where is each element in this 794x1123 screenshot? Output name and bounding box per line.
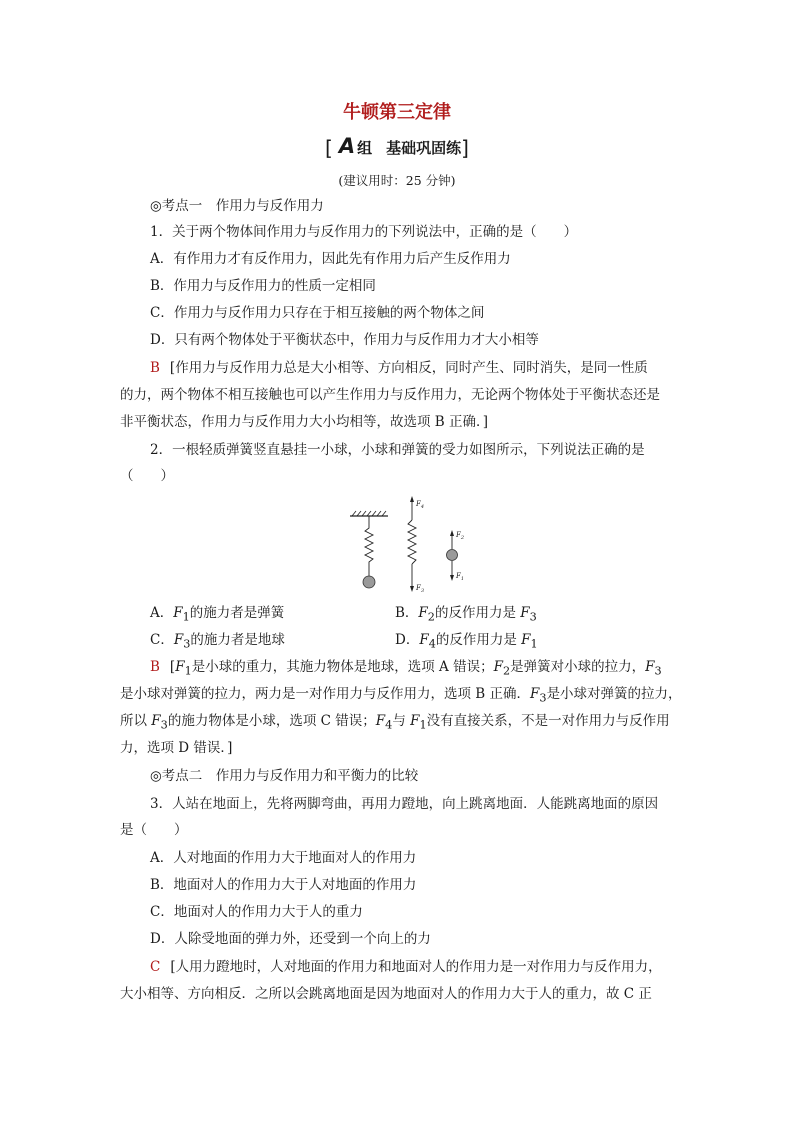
label-F2: $F_2$ bbox=[456, 531, 465, 541]
q2-stem-line-1: 2．一根轻质弹簧竖直悬挂一小球，小球和弹簧的受力如图所示，下列说法正确的是 bbox=[150, 442, 645, 458]
q1-stem: 1．关于两个物体间作用力与反作用力的下列说法中，正确的是（ ） bbox=[150, 224, 578, 240]
q1-option-b: B．作用力与反作用力的性质一定相同 bbox=[150, 278, 376, 294]
q2-explanation-line-4: 力，选项 D 错误．] bbox=[120, 740, 233, 756]
q3-answer: C bbox=[150, 959, 161, 975]
q2-stem-line-2: （ ） bbox=[120, 468, 174, 484]
isolated-ball bbox=[447, 550, 458, 561]
q2-explanation-line-1: B [$F_1$是小球的重力，其施力物体是地球，选项 A 错误；$F_2$是弹簧对小球的拉力，$F_3$ bbox=[150, 659, 662, 678]
group-word: 组 bbox=[357, 139, 373, 157]
group-heading: [ A 组 基础巩固练] bbox=[325, 134, 469, 160]
q2-option-c: C．$F_3$的施力者是地球 bbox=[150, 632, 285, 651]
q2-options-row-2 bbox=[150, 630, 680, 655]
q3-option-b: B．地面对人的作用力大于人对地面的作用力 bbox=[150, 877, 417, 893]
q2-option-b: B．$F_2$的反作用力是 $F_3$ bbox=[395, 605, 537, 624]
time-hint: (建议用时：25 分钟) bbox=[338, 173, 456, 188]
q1-explanation-line-2: 的力，两个物体不相互接触也可以产生作用力与反作用力，无论两个物体处于平衡状态还是 bbox=[120, 387, 660, 403]
label-F1: $F_1$ bbox=[456, 572, 465, 582]
q3-stem-line-1: 3．人站在地面上，先将两脚弯曲，再用力蹬地，向上跳离地面．人能跳离地面的原因 bbox=[150, 796, 659, 812]
group-letter: A bbox=[338, 134, 356, 158]
q2-options-row-1 bbox=[150, 603, 680, 628]
q1-option-c: C．作用力与反作用力只存在于相互接触的两个物体之间 bbox=[150, 305, 485, 321]
q1-explanation-line-1: B [作用力与反作用力总是大小相等、方向相反，同时产生、同时消失，是同一性质 bbox=[150, 360, 648, 376]
hanging-ball bbox=[363, 576, 375, 588]
q2-explanation-line-3: 所以 $F_3$的施力物体是小球，选项 C 错误；$F_4$与 $F_1$没有直接关系，不是一对作用力与反作用 bbox=[120, 713, 670, 732]
isolated-spring bbox=[408, 520, 416, 564]
label-F3: $F_3$ bbox=[416, 584, 425, 594]
q2-answer: B bbox=[150, 659, 160, 675]
group-name: 基础巩固练 bbox=[386, 139, 462, 157]
q3-explanation-line-1: C [人用力蹬地时，人对地面的作用力和地面对人的作用力是一对作用力与反作用力， bbox=[150, 959, 662, 975]
spring-force-diagram bbox=[340, 494, 480, 594]
hanging-spring bbox=[365, 516, 373, 576]
q3-explanation-line-2: 大小相等、方向相反．之所以会跳离地面是因为地面对人的作用力大于人的重力，故 C 正 bbox=[120, 986, 652, 1002]
section-heading-1: ◎考点一 作用力与反作用力 bbox=[150, 198, 324, 214]
q2-option-d: D．$F_4$的反作用力是 $F_1$ bbox=[395, 632, 538, 651]
q3-stem-line-2: 是（ ） bbox=[120, 822, 188, 838]
q1-option-a: A．有作用力才有反作用力，因此先有作用力后产生反作用力 bbox=[150, 251, 511, 267]
q2-option-a: A．$F_1$的施力者是弹簧 bbox=[150, 605, 285, 624]
q3-option-a: A．人对地面的作用力大于地面对人的作用力 bbox=[150, 850, 417, 866]
section-heading-2: ◎考点二 作用力与反作用力和平衡力的比较 bbox=[150, 768, 419, 784]
q1-explanation-line-3: 非平衡状态，作用力与反作用力大小均相等，故选项 B 正确．] bbox=[120, 414, 489, 430]
q2-explanation-line-2: 是小球对弹簧的拉力，两力是一对作用力与反作用力，选项 B 正确．$F_3$是小球对弹簧的拉力， bbox=[120, 686, 682, 705]
q1-answer: B bbox=[150, 360, 160, 376]
label-F4: $F_4$ bbox=[416, 500, 425, 510]
page-title: 牛顿第三定律 bbox=[343, 102, 451, 123]
q3-option-c: C．地面对人的作用力大于人的重力 bbox=[150, 904, 363, 920]
q1-option-d: D．只有两个物体处于平衡状态中，作用力与反作用力才大小相等 bbox=[150, 332, 539, 348]
q3-option-d: D．人除受地面的弹力外，还受到一个向上的力 bbox=[150, 931, 431, 947]
